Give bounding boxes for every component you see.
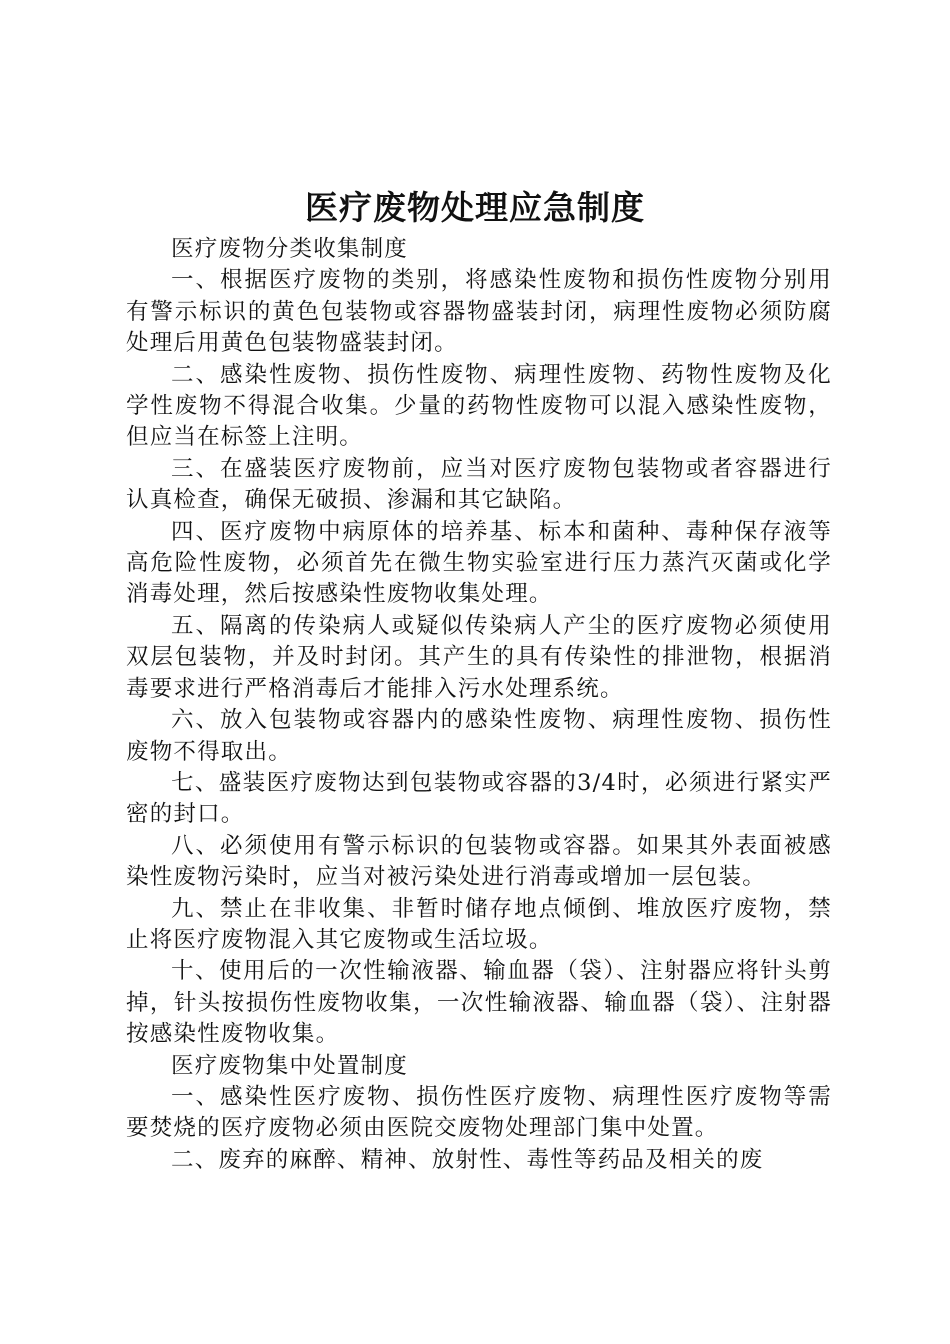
paragraph-disposal-1: 一、感染性医疗废物、损伤性医疗废物、病理性医疗废物等需要焚烧的医疗废物必须由医院交废物处理部门集中处置。 [126, 1083, 832, 1142]
paragraph-item-7: 七、盛装医疗废物达到包装物或容器的3/4时，必须进行紧实严密的封口。 [126, 769, 832, 828]
section-heading-sorting: 医疗废物分类收集制度 [171, 236, 409, 262]
paragraph-item-5: 五、隔离的传染病人或疑似传染病人产尘的医疗废物必须使用双层包装物，并及时封闭。其产生的具有传染性的排泄物，根据消毒要求进行严格消毒后才能排入污水处理系统。 [126, 612, 832, 702]
paragraph-item-4: 四、医疗废物中病原体的培养基、标本和菌种、毒种保存液等高危险性废物，必须首先在微生物实验室进行压力蒸汽灭菌或化学消毒处理，然后按感染性废物收集处理。 [126, 518, 832, 608]
document-title: 医疗废物处理应急制度 [305, 188, 645, 227]
paragraph-disposal-2: 二、废弃的麻醉、精神、放射性、毒性等药品及相关的废 [171, 1146, 764, 1173]
paragraph-item-2: 二、感染性废物、损伤性废物、病理性废物、药物性废物及化学性废物不得混合收集。少量的药物性废物可以混入感染性废物，但应当在标签上注明。 [126, 361, 832, 451]
paragraph-item-3: 三、在盛装医疗废物前，应当对医疗废物包装物或者容器进行认真检查，确保无破损、渗漏和其它缺陷。 [126, 455, 832, 514]
paragraph-item-10: 十、使用后的一次性输液器、输血器（袋）、注射器应将针头剪掉，针头按损伤性废物收集，一次性输液器、输血器（袋）、注射器按感染性废物收集。 [126, 958, 832, 1048]
paragraph-item-8: 八、必须使用有警示标识的包装物或容器。如果其外表面被感染性废物污染时，应当对被污染处进行消毒或增加一层包装。 [126, 832, 832, 891]
section-heading-disposal: 医疗废物集中处置制度 [171, 1052, 409, 1079]
paragraph-item-1: 一、根据医疗废物的类别，将感染性废物和损伤性废物分别用有警示标识的黄色包装物或容器物盛装封闭，病理性废物必须防腐处理后用黄色包装物盛装封闭。 [126, 267, 832, 357]
document-body [126, 234, 832, 1176]
paragraph-item-6: 六、放入包装物或容器内的感染性废物、病理性废物、损伤性废物不得取出。 [126, 707, 832, 765]
paragraph-item-9: 九、禁止在非收集、非暂时储存地点倾倒、堆放医疗废物，禁止将医疗废物混入其它废物或生活垃圾。 [126, 895, 832, 953]
